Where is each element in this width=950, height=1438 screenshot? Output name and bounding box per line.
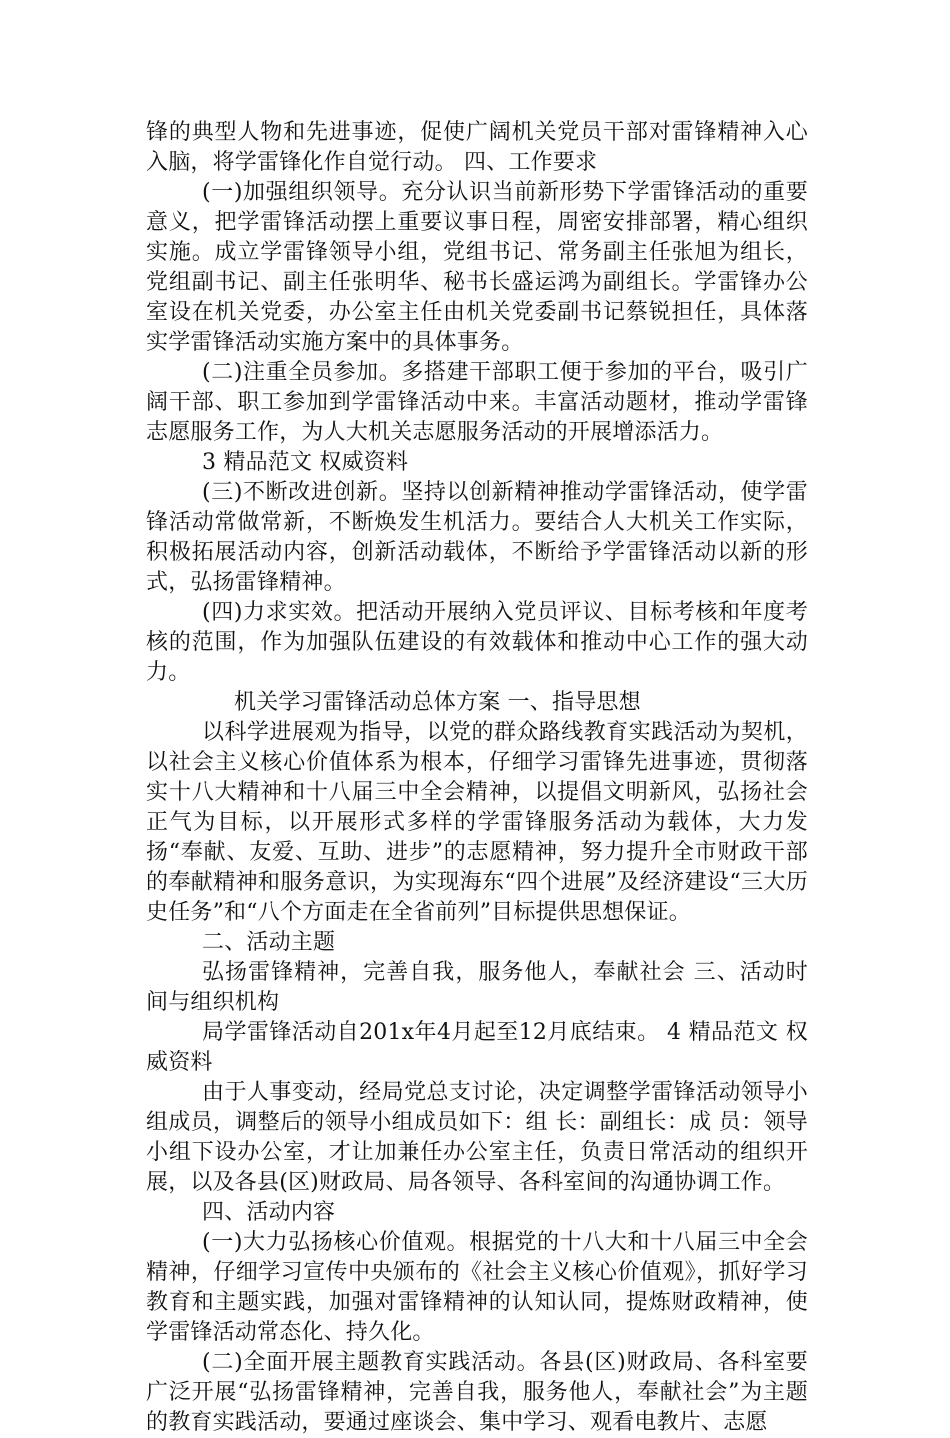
paragraph-leadership-group: 由于人事变动，经局党总支讨论，决定调整学雷锋活动领导小组成员，调整后的领导小组成员如下：组 长：副组长：成 员：领导小组下设办公室，才让加兼任办公室主任，负责日常活动的组织开展，以及各县(区)财政局、局各领导、各科室间的沟通协调工作。 xyxy=(146,1080,808,1195)
section-title-plan: 机关学习雷锋活动总体方案 一、指导思想 xyxy=(234,690,641,715)
paragraph-full-participation: (二)注重全员参加。多搭建干部职工便于参加的平台，吸引广阔干部、职工参加到学雷锋活动中来。丰富活动题材，推动学雷锋志愿服务工作，为人大机关志愿服务活动的开展增添活力。 xyxy=(146,360,808,445)
paragraph-guiding-thought: 以科学进展观为指导，以党的群众路线教育实践活动为契机，以社会主义核心价值体系为根本，仔细学习雷锋先进事迹，贯彻落实十八大精神和十八届三中全会精神，以提倡文明新风，弘扬社会正气为目标，以开展形式多样的学雷锋服务活动为载体，大力发扬“奉献、友爱、互助、进步”的志愿精神，努力提升全市财政干部的奉献精神和服务意识，为实现海东“四个进展”及经济建设“三大历史任务”和“八个方面走在全省前列”目标提供思想保证。 xyxy=(146,720,808,925)
paragraph-effectiveness: (四)力求实效。把活动开展纳入党员评议、目标考核和年度考核的范围，作为加强队伍建设的有效载体和推动中心工作的强大动力。 xyxy=(146,600,808,685)
paragraph-continuation: 锋的典型人物和先进事迹，促使广阔机关党员干部对雷锋精神入心入脑，将学雷锋化作自觉行动。 四、工作要求 xyxy=(146,120,808,175)
paragraph-education-practice: (二)全面开展主题教育实践活动。各县(区)财政局、各科室要广泛开展“弘扬雷锋精神，完善自我，服务他人，奉献社会”为主题的教育实践活动，要通过座谈会、集中学习、观看电教片、志愿 xyxy=(146,1350,808,1435)
paragraph-core-values: (一)大力弘扬核心价值观。根据党的十八大和十八届三中全会精神，仔细学习宣传中央颁布的《社会主义核心价值观》，抓好学习教育和主题实践，加强对雷锋精神的认知认同，提炼财政精神，使学雷锋活动常态化、持久化。 xyxy=(146,1230,808,1345)
paragraph-innovation: (三)不断改进创新。坚持以创新精神推动学雷锋活动，使学雷锋活动常做常新，不断焕发生机活力。要结合人大机关工作实际，积极拓展活动内容，创新活动载体，不断给予学雷锋活动以新的形式，弘扬雷锋精神。 xyxy=(146,480,808,595)
paragraph-activity-time: 局学雷锋活动自201x年4月起至12月底结束。 4 精品范文 权威资料 xyxy=(146,1020,808,1075)
document-body xyxy=(146,118,808,1438)
heading-activity-theme: 二、活动主题 xyxy=(202,930,336,955)
paragraph-theme: 弘扬雷锋精神，完善自我，服务他人，奉献社会 三、活动时间与组织机构 xyxy=(146,960,808,1015)
page-footer-note-3: 3 精品范文 权威资料 xyxy=(202,450,409,475)
paragraph-organization-leadership: (一)加强组织领导。充分认识当前新形势下学雷锋活动的重要意义，把学雷锋活动摆上重要议事日程，周密安排部署，精心组织实施。成立学雷锋领导小组，党组书记、常务副主任张旭为组长，党组副书记、副主任张明华、秘书长盛运鸿为副组长。学雷锋办公室设在机关党委，办公室主任由机关党委副书记蔡锐担任，具体落实学雷锋活动实施方案中的具体事务。 xyxy=(146,180,808,355)
heading-activity-content: 四、活动内容 xyxy=(202,1200,336,1225)
